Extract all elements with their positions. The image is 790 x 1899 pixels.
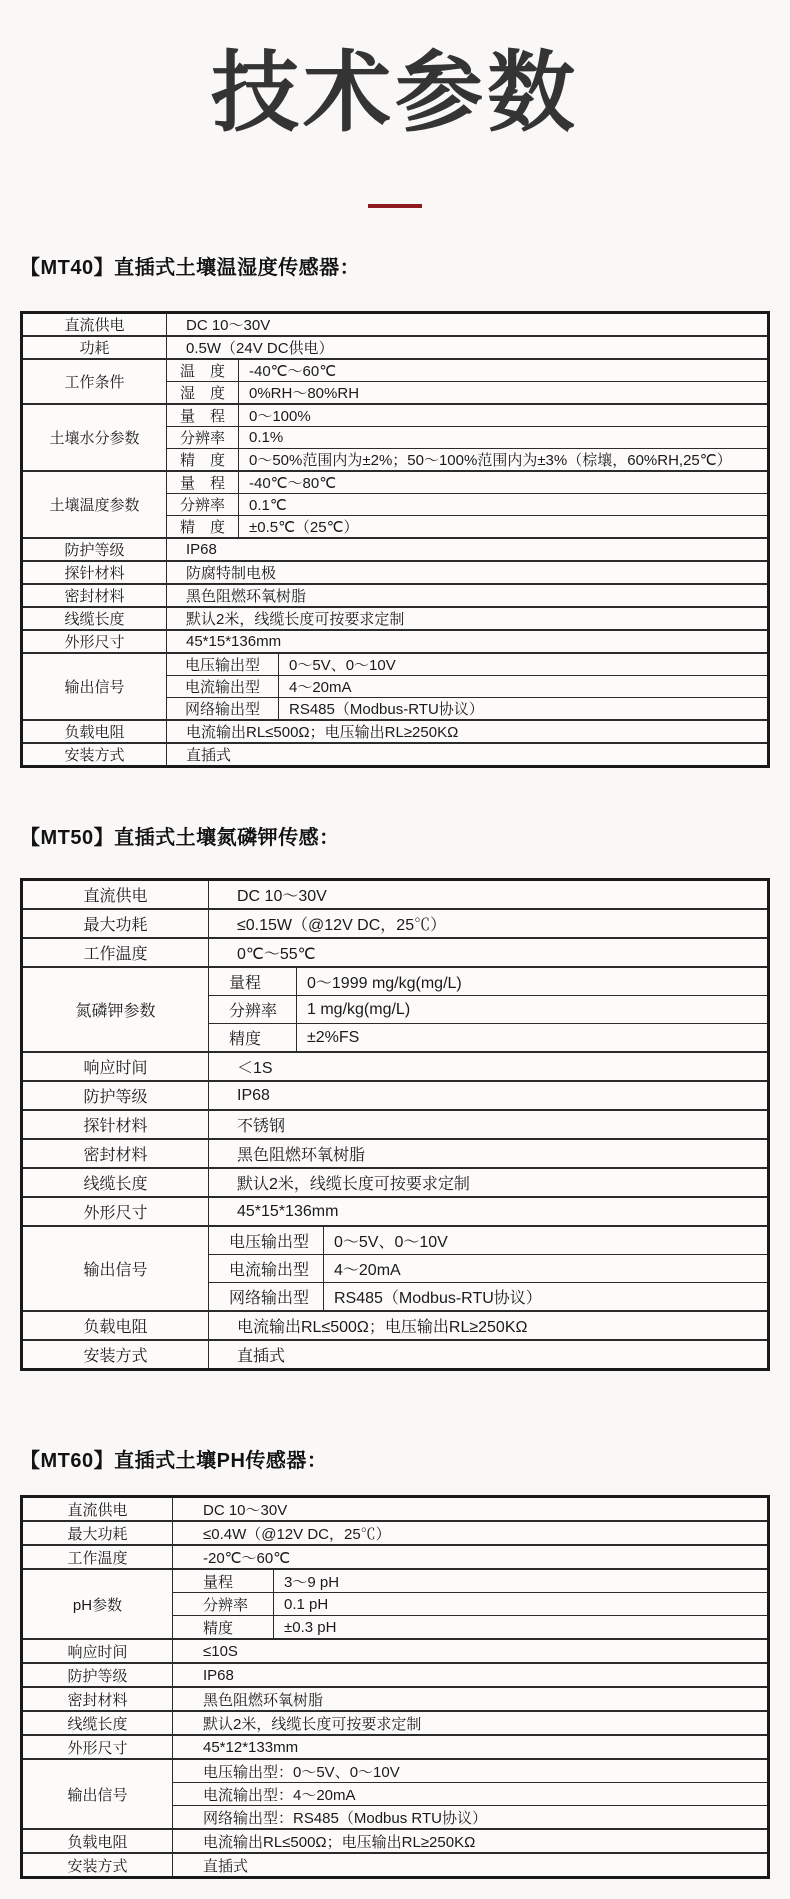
- spec-row: [22, 743, 769, 767]
- spec-row: [22, 1497, 769, 1522]
- spec-label-cell: 外形尺寸: [22, 630, 167, 653]
- spec-sub-cell: 电流输出型: [209, 1255, 324, 1283]
- spec-value-cell: DC 10～30V: [167, 313, 769, 337]
- spec-label-cell: 密封材料: [22, 1139, 209, 1168]
- spec-sub-cell: 量 程: [167, 471, 239, 494]
- spec-label-cell: 负载电阻: [22, 720, 167, 743]
- spec-value-cell: ±0.5℃（25℃）: [239, 516, 769, 539]
- spec-value-cell: 黑色阻燃环氧树脂: [173, 1687, 769, 1711]
- spec-row: [22, 1711, 769, 1735]
- spec-value-cell: DC 10～30V: [173, 1497, 769, 1522]
- spec-sub-cell: 分辨率: [167, 427, 239, 449]
- spec-label-cell: 安装方式: [22, 1853, 173, 1878]
- spec-value-cell: 4～20mA: [324, 1255, 769, 1283]
- spec-row: [22, 538, 769, 561]
- spec-value-cell: 防腐特制电极: [167, 561, 769, 584]
- spec-value-cell: 45*15*136mm: [209, 1197, 769, 1226]
- spec-label-cell: 工作温度: [22, 938, 209, 967]
- spec-value-cell: 黑色阻燃环氧树脂: [209, 1139, 769, 1168]
- spec-row: [22, 1829, 769, 1853]
- page-title: 技术参数: [210, 43, 579, 142]
- spec-label-cell: 安装方式: [22, 1340, 209, 1370]
- spec-value-cell: 电流输出RL≤500Ω；电压输出RL≥250KΩ: [167, 720, 769, 743]
- product-section-mt50: [20, 824, 770, 1371]
- spec-label-cell: 负载电阻: [22, 1829, 173, 1853]
- spec-value-cell: ≤10S: [173, 1639, 769, 1663]
- spec-value-cell: 电流输出型：4～20mA: [173, 1783, 769, 1806]
- spec-row: [22, 1052, 769, 1081]
- spec-label-cell: 负载电阻: [22, 1311, 209, 1340]
- spec-row: [22, 584, 769, 607]
- spec-value-cell: 默认2米，线缆长度可按要求定制: [173, 1711, 769, 1735]
- spec-label-cell: 线缆长度: [22, 607, 167, 630]
- spec-value-cell: -40℃～80℃: [239, 471, 769, 494]
- spec-label-cell: 工作温度: [22, 1545, 173, 1569]
- spec-value-cell: 直插式: [209, 1340, 769, 1370]
- spec-value-cell: 0～5V、0～10V: [324, 1226, 769, 1255]
- section-heading-mt50: 【MT50】直插式土壤氮磷钾传感：: [20, 827, 340, 849]
- spec-row: [22, 720, 769, 743]
- spec-row: [22, 880, 769, 910]
- spec-sub-cell: 量程: [209, 967, 297, 996]
- spec-table-mt40: [20, 311, 770, 768]
- spec-row: [22, 1197, 769, 1226]
- spec-row: [22, 1521, 769, 1545]
- spec-value-cell: 0℃～55℃: [209, 938, 769, 967]
- spec-value-cell: 黑色阻燃环氧树脂: [167, 584, 769, 607]
- spec-row: [22, 1759, 769, 1783]
- spec-label-cell: 密封材料: [22, 1687, 173, 1711]
- spec-row: [22, 607, 769, 630]
- spec-row: [22, 1139, 769, 1168]
- spec-sub-cell: 精 度: [167, 516, 239, 539]
- spec-value-cell: 网络输出型：RS485（Modbus RTU协议）: [173, 1806, 769, 1830]
- product-section-mt60: [20, 1447, 770, 1879]
- spec-sub-cell: 电压输出型: [167, 653, 279, 676]
- spec-value-cell: -40℃～60℃: [239, 359, 769, 382]
- spec-label-cell: 密封材料: [22, 584, 167, 607]
- spec-label-cell: 最大功耗: [22, 1521, 173, 1545]
- spec-sub-cell: 电压输出型: [209, 1226, 324, 1255]
- spec-value-cell: 0～5V、0～10V: [279, 653, 769, 676]
- spec-value-cell: 不锈钢: [209, 1110, 769, 1139]
- spec-sub-cell: 精度: [173, 1616, 274, 1640]
- spec-value-cell: 直插式: [167, 743, 769, 767]
- spec-label-cell: 响应时间: [22, 1639, 173, 1663]
- spec-value-cell: IP68: [167, 538, 769, 561]
- spec-row: [22, 1110, 769, 1139]
- spec-row: [22, 1226, 769, 1255]
- spec-row: [22, 471, 769, 494]
- spec-sub-cell: 量程: [173, 1569, 274, 1593]
- spec-label-cell: 防护等级: [22, 538, 167, 561]
- spec-row: [22, 1311, 769, 1340]
- spec-row: [22, 1168, 769, 1197]
- spec-value-cell: 0～50%范围内为±2%；50～100%范围内为±3%（棕壤，60%RH,25℃）: [239, 449, 769, 472]
- content: [0, 254, 790, 1879]
- spec-sub-cell: 湿 度: [167, 382, 239, 405]
- spec-sub-cell: 精 度: [167, 449, 239, 472]
- spec-label-cell: pH参数: [22, 1569, 173, 1639]
- spec-row: [22, 404, 769, 427]
- spec-row: [22, 1687, 769, 1711]
- spec-label-cell: 直流供电: [22, 1497, 173, 1522]
- spec-row: [22, 1545, 769, 1569]
- spec-label-cell: 输出信号: [22, 1226, 209, 1311]
- spec-row: [22, 1639, 769, 1663]
- spec-value-cell: 0.5W（24V DC供电）: [167, 336, 769, 359]
- spec-sub-cell: 分辨率: [167, 494, 239, 516]
- spec-value-cell: 默认2米，线缆长度可按要求定制: [209, 1168, 769, 1197]
- spec-label-cell: 探针材料: [22, 1110, 209, 1139]
- spec-value-cell: 3～9 pH: [274, 1569, 769, 1593]
- spec-value-cell: ±0.3 pH: [274, 1616, 769, 1640]
- spec-row: [22, 938, 769, 967]
- spec-value-cell: ±2%FS: [297, 1024, 769, 1053]
- spec-table-mt50: [20, 878, 770, 1371]
- spec-value-cell: 0.1%: [239, 427, 769, 449]
- spec-label-cell: 最大功耗: [22, 909, 209, 938]
- spec-row: [22, 909, 769, 938]
- spec-label-cell: 直流供电: [22, 880, 209, 910]
- spec-sub-cell: 分辨率: [173, 1593, 274, 1616]
- spec-label-cell: 功耗: [22, 336, 167, 359]
- title-divider: [368, 204, 422, 208]
- spec-sub-cell: 分辨率: [209, 996, 297, 1024]
- section-heading-mt60: 【MT60】直插式土壤PH传感器：: [20, 1450, 328, 1472]
- spec-row: [22, 1081, 769, 1110]
- spec-value-cell: ≤0.15W（@12V DC，25℃）: [209, 909, 769, 938]
- spec-label-cell: 输出信号: [22, 653, 167, 720]
- spec-row: [22, 967, 769, 996]
- spec-label-cell: 防护等级: [22, 1663, 173, 1687]
- spec-sub-cell: 电流输出型: [167, 676, 279, 698]
- spec-row: [22, 1853, 769, 1878]
- spec-value-cell: RS485（Modbus-RTU协议）: [279, 698, 769, 721]
- spec-label-cell: 外形尺寸: [22, 1197, 209, 1226]
- spec-table-mt60: [20, 1495, 770, 1879]
- spec-label-cell: 线缆长度: [22, 1711, 173, 1735]
- spec-row: [22, 359, 769, 382]
- spec-value-cell: ＜1S: [209, 1052, 769, 1081]
- spec-row: [22, 1569, 769, 1593]
- spec-value-cell: 0～1999 mg/kg(mg/L): [297, 967, 769, 996]
- spec-label-cell: 直流供电: [22, 313, 167, 337]
- spec-label-cell: 响应时间: [22, 1052, 209, 1081]
- spec-label-cell: 土壤水分参数: [22, 404, 167, 471]
- spec-value-cell: 电流输出RL≤500Ω；电压输出RL≥250KΩ: [209, 1311, 769, 1340]
- spec-value-cell: 直插式: [173, 1853, 769, 1878]
- spec-label-cell: 工作条件: [22, 359, 167, 404]
- section-heading-mt40: 【MT40】直插式土壤温湿度传感器：: [20, 257, 361, 279]
- spec-label-cell: 氮磷钾参数: [22, 967, 209, 1052]
- spec-label-cell: 土壤温度参数: [22, 471, 167, 538]
- spec-row: [22, 336, 769, 359]
- spec-value-cell: 1 mg/kg(mg/L): [297, 996, 769, 1024]
- spec-row: [22, 1735, 769, 1759]
- spec-row: [22, 630, 769, 653]
- spec-row: [22, 313, 769, 337]
- spec-value-cell: ≤0.4W（@12V DC，25℃）: [173, 1521, 769, 1545]
- spec-value-cell: 电压输出型：0～5V、0～10V: [173, 1759, 769, 1783]
- spec-value-cell: IP68: [209, 1081, 769, 1110]
- spec-label-cell: 外形尺寸: [22, 1735, 173, 1759]
- spec-row: [22, 1663, 769, 1687]
- page-header: [0, 0, 790, 208]
- spec-value-cell: 0.1 pH: [274, 1593, 769, 1616]
- spec-value-cell: 0%RH～80%RH: [239, 382, 769, 405]
- spec-row: [22, 561, 769, 584]
- spec-value-cell: 4～20mA: [279, 676, 769, 698]
- spec-value-cell: 0.1℃: [239, 494, 769, 516]
- spec-label-cell: 探针材料: [22, 561, 167, 584]
- spec-value-cell: 45*15*136mm: [167, 630, 769, 653]
- spec-sub-cell: 网络输出型: [209, 1283, 324, 1312]
- spec-sub-cell: 精度: [209, 1024, 297, 1053]
- spec-value-cell: -20℃～60℃: [173, 1545, 769, 1569]
- spec-sub-cell: 网络输出型: [167, 698, 279, 721]
- spec-label-cell: 线缆长度: [22, 1168, 209, 1197]
- spec-value-cell: 电流输出RL≤500Ω；电压输出RL≥250KΩ: [173, 1829, 769, 1853]
- spec-sub-cell: 量 程: [167, 404, 239, 427]
- spec-row: [22, 653, 769, 676]
- spec-label-cell: 安装方式: [22, 743, 167, 767]
- spec-value-cell: 0～100%: [239, 404, 769, 427]
- spec-sub-cell: 温 度: [167, 359, 239, 382]
- spec-value-cell: DC 10～30V: [209, 880, 769, 910]
- spec-label-cell: 防护等级: [22, 1081, 209, 1110]
- spec-value-cell: RS485（Modbus-RTU协议）: [324, 1283, 769, 1312]
- spec-value-cell: 默认2米，线缆长度可按要求定制: [167, 607, 769, 630]
- spec-value-cell: 45*12*133mm: [173, 1735, 769, 1759]
- spec-row: [22, 1340, 769, 1370]
- product-section-mt40: [20, 254, 770, 768]
- spec-label-cell: 输出信号: [22, 1759, 173, 1829]
- spec-value-cell: IP68: [173, 1663, 769, 1687]
